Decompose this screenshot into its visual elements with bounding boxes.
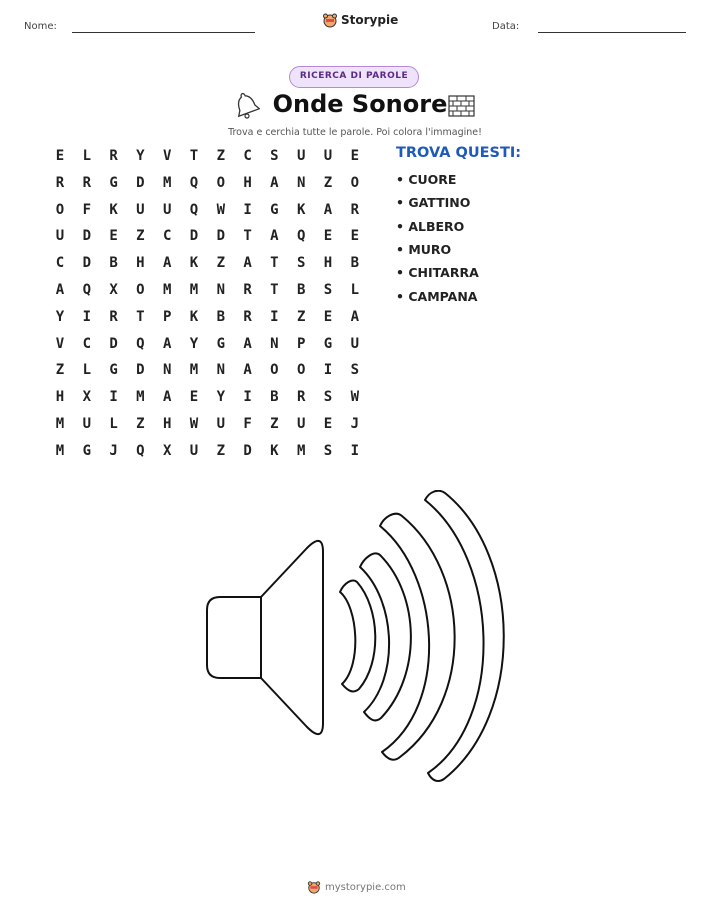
grid-letter: B	[109, 255, 118, 272]
grid-letter: K	[109, 201, 118, 218]
grid-letter: R	[109, 308, 118, 325]
grid-letter: O	[350, 174, 360, 191]
grid-letter: D	[136, 362, 145, 379]
grid-letter: Q	[82, 282, 92, 298]
grid-letter: X	[162, 442, 172, 459]
grid-letter: M	[189, 282, 199, 298]
grid-letter: C	[55, 255, 65, 272]
grid-letter: H	[243, 174, 252, 191]
date-label: Data:	[492, 21, 520, 32]
grid-letter: Q	[189, 174, 199, 191]
grid-letter: N	[216, 362, 226, 379]
grid-letter: E	[55, 148, 65, 164]
grid-letter: C	[82, 335, 92, 352]
grid-letter: Y	[189, 335, 199, 352]
grid-letter: A	[243, 255, 252, 272]
grid-letter: A	[55, 282, 65, 298]
grid-letter: A	[350, 308, 360, 325]
grid-letter: P	[296, 335, 306, 352]
grid-letter: Y	[216, 389, 226, 406]
grid-letter: Z	[216, 255, 226, 272]
grid-letter: O	[270, 362, 279, 379]
instructions: Trova e cerchia tutte le parole. Poi colora l'immagine!	[228, 127, 482, 138]
grid-letter: U	[136, 201, 145, 218]
grid-letter: E	[323, 228, 333, 245]
grid-letter: W	[189, 416, 199, 432]
grid-letter: A	[243, 335, 252, 352]
grid-letter: F	[82, 201, 92, 218]
grid-letter: I	[82, 308, 92, 325]
grid-letter: L	[350, 282, 360, 298]
word-item: • GATTINO	[396, 195, 471, 210]
grid-letter: Z	[216, 148, 226, 164]
grid-letter: M	[189, 362, 199, 379]
page-title: Onde Sonore	[272, 90, 448, 118]
grid-letter: M	[136, 389, 145, 406]
date-line	[538, 32, 686, 33]
grid-letter: A	[162, 389, 172, 406]
grid-letter: Q	[136, 442, 145, 459]
grid-letter: D	[82, 255, 92, 272]
grid-letter: R	[350, 201, 360, 218]
grid-letter: O	[136, 282, 145, 298]
grid-letter: B	[296, 282, 306, 298]
grid-letter: I	[109, 389, 118, 406]
grid-letter: O	[216, 174, 226, 191]
storypie-logo-icon	[322, 12, 338, 28]
grid-letter: E	[323, 308, 333, 325]
grid-letter: K	[296, 201, 306, 218]
grid-letter: R	[243, 308, 252, 325]
grid-letter: U	[350, 335, 360, 352]
grid-letter: W	[216, 201, 226, 218]
grid-letter: U	[55, 228, 65, 245]
grid-letter: S	[270, 148, 279, 164]
grid-letter: E	[323, 416, 333, 432]
grid-letter: M	[55, 442, 65, 459]
grid-letter: U	[296, 148, 306, 164]
name-line	[72, 32, 255, 33]
grid-letter: G	[270, 201, 279, 218]
grid-letter: U	[323, 148, 333, 164]
grid-letter: R	[243, 282, 252, 298]
grid-letter: I	[243, 201, 252, 218]
grid-letter: Q	[136, 335, 145, 352]
grid-letter: I	[243, 389, 252, 406]
grid-letter: L	[109, 416, 118, 432]
grid-letter: E	[350, 228, 360, 245]
grid-letter: T	[243, 228, 252, 245]
grid-letter: Q	[189, 201, 199, 218]
grid-letter: I	[350, 442, 360, 459]
grid-letter: M	[55, 416, 65, 432]
grid-letter: T	[270, 255, 279, 272]
grid-letter: B	[216, 308, 226, 325]
grid-letter: U	[296, 416, 306, 432]
word-list-heading: TROVA QUESTI:	[396, 145, 522, 161]
grid-letter: R	[296, 389, 306, 406]
grid-letter: L	[82, 362, 92, 379]
grid-letter: K	[189, 255, 199, 272]
grid-letter: Z	[136, 228, 145, 245]
grid-letter: S	[323, 282, 333, 298]
brand-logo	[322, 12, 398, 28]
grid-letter: G	[82, 442, 92, 459]
grid-letter: A	[162, 255, 172, 272]
brand-name: Storypie	[341, 13, 399, 27]
grid-letter: Z	[296, 308, 306, 325]
grid-letter: R	[109, 148, 118, 164]
grid-letter: D	[216, 228, 226, 245]
grid-letter: H	[323, 255, 333, 272]
grid-letter: Z	[55, 362, 65, 379]
grid-letter: U	[82, 416, 92, 432]
grid-letter: M	[162, 282, 172, 298]
activity-badge: RICERCA DI PAROLE	[289, 66, 419, 88]
grid-letter: J	[109, 442, 118, 459]
grid-letter: T	[270, 282, 279, 298]
grid-letter: N	[162, 362, 172, 379]
grid-letter: B	[350, 255, 360, 272]
grid-letter: A	[323, 201, 333, 218]
name-label: Nome:	[24, 21, 57, 32]
grid-letter: N	[216, 282, 226, 298]
grid-letter: X	[82, 389, 92, 406]
grid-letter: F	[243, 416, 252, 432]
brick-wall-icon	[448, 95, 475, 117]
footer	[307, 880, 406, 894]
grid-letter: O	[296, 362, 306, 379]
grid-letter: U	[216, 416, 226, 432]
grid-letter: B	[270, 389, 279, 406]
grid-letter: Z	[270, 416, 279, 432]
grid-letter: D	[189, 228, 199, 245]
grid-letter: H	[162, 416, 172, 432]
grid-letter: E	[350, 148, 360, 164]
grid-letter: V	[162, 148, 172, 164]
word-item: • CUORE	[396, 172, 457, 187]
grid-letter: Y	[136, 148, 145, 164]
grid-letter: S	[323, 442, 333, 459]
grid-letter: X	[109, 282, 118, 298]
grid-letter: Z	[216, 442, 226, 459]
grid-letter: S	[350, 362, 360, 379]
grid-letter: G	[109, 174, 118, 191]
grid-letter: M	[162, 174, 172, 191]
grid-letter: G	[109, 362, 118, 379]
grid-letter: C	[162, 228, 172, 245]
grid-letter: A	[243, 362, 252, 379]
word-item: • ALBERO	[396, 219, 465, 234]
grid-letter: Q	[296, 228, 306, 245]
grid-letter: R	[55, 174, 65, 191]
word-item: • CHITARRA	[396, 265, 479, 280]
grid-letter: G	[323, 335, 333, 352]
grid-letter: A	[270, 174, 279, 191]
grid-letter: J	[350, 416, 360, 432]
word-item: • MURO	[396, 242, 452, 257]
grid-letter: N	[296, 174, 306, 191]
grid-letter: I	[323, 362, 333, 379]
grid-letter: T	[189, 148, 199, 164]
grid-letter: S	[323, 389, 333, 406]
speaker-sound-waves-icon	[200, 490, 510, 790]
grid-letter: V	[55, 335, 65, 352]
grid-letter: L	[82, 148, 92, 164]
word-item: • CAMPANA	[396, 289, 478, 304]
grid-letter: Y	[55, 308, 65, 325]
grid-letter: E	[109, 228, 118, 245]
grid-letter: A	[270, 228, 279, 245]
grid-letter: G	[216, 335, 226, 352]
storypie-logo-icon	[307, 880, 321, 894]
grid-letter: D	[82, 228, 92, 245]
grid-letter: C	[243, 148, 252, 164]
grid-letter: N	[270, 335, 279, 352]
grid-letter: H	[136, 255, 145, 272]
grid-letter: Z	[136, 416, 145, 432]
grid-letter: U	[162, 201, 172, 218]
grid-letter: S	[296, 255, 306, 272]
grid-letter: R	[82, 174, 92, 191]
grid-letter: D	[243, 442, 252, 459]
grid-letter: I	[270, 308, 279, 325]
grid-letter: O	[55, 201, 65, 218]
grid-letter: P	[162, 308, 172, 325]
grid-letter: U	[189, 442, 199, 459]
footer-url: mystorypie.com	[325, 881, 406, 893]
grid-letter: H	[55, 389, 65, 406]
grid-letter: A	[162, 335, 172, 352]
grid-letter: M	[296, 442, 306, 459]
grid-letter: W	[350, 389, 360, 406]
grid-letter: K	[189, 308, 199, 325]
grid-letter: D	[109, 335, 118, 352]
grid-letter: T	[136, 308, 145, 325]
grid-letter: Z	[323, 174, 333, 191]
grid-letter: D	[136, 174, 145, 191]
grid-letter: K	[270, 442, 279, 459]
grid-letter: E	[189, 389, 199, 406]
